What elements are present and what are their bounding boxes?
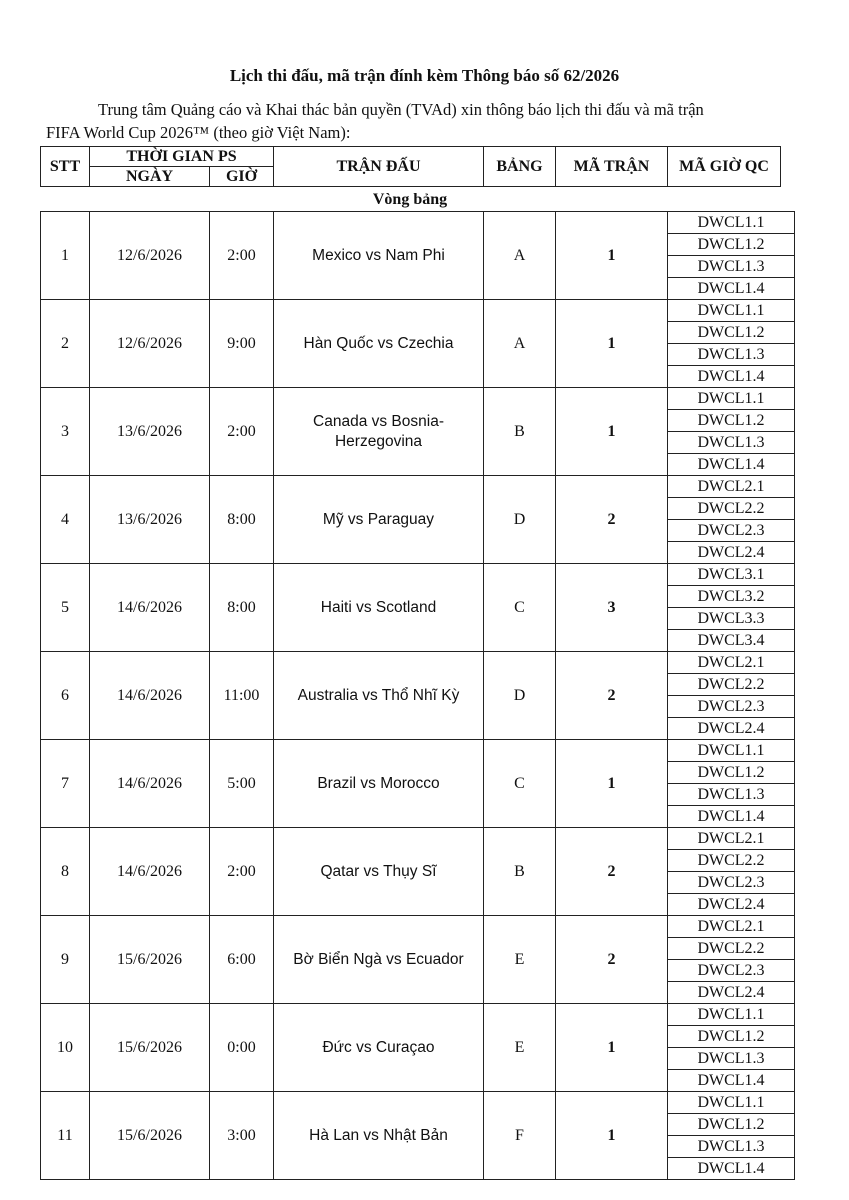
row-match-code: 1	[556, 300, 668, 388]
table-row	[41, 740, 795, 762]
row-group: E	[484, 1004, 556, 1092]
row-ad-code: DWCL1.2	[668, 322, 795, 344]
row-ad-code: DWCL1.3	[668, 1048, 795, 1070]
row-time: 8:00	[210, 476, 274, 564]
row-ad-code: DWCL1.3	[668, 256, 795, 278]
table-row	[41, 916, 795, 938]
row-ad-code: DWCL2.4	[668, 894, 795, 916]
row-ad-code: DWCL1.2	[668, 1026, 795, 1048]
row-ad-code: DWCL3.4	[668, 630, 795, 652]
row-ad-code: DWCL1.1	[668, 388, 795, 410]
row-time: 5:00	[210, 740, 274, 828]
row-ad-code: DWCL1.2	[668, 1114, 795, 1136]
table-row	[41, 212, 795, 234]
row-match-code: 2	[556, 828, 668, 916]
row-ad-code: DWCL2.1	[668, 916, 795, 938]
row-ad-code: DWCL2.2	[668, 674, 795, 696]
table-row	[41, 388, 795, 410]
row-group: C	[484, 564, 556, 652]
header-ad-code: MÃ GIỜ QC	[668, 147, 781, 187]
header-date: NGÀY	[90, 167, 210, 187]
header-group: BẢNG	[484, 147, 556, 187]
table-row	[41, 300, 795, 322]
row-match: Bờ Biển Ngà vs Ecuador	[274, 916, 484, 1004]
row-match: Haiti vs Scotland	[274, 564, 484, 652]
row-group: D	[484, 476, 556, 564]
row-match: Brazil vs Morocco	[274, 740, 484, 828]
row-group: A	[484, 212, 556, 300]
row-group: C	[484, 740, 556, 828]
row-group: B	[484, 388, 556, 476]
row-match-code: 1	[556, 388, 668, 476]
row-match-code: 2	[556, 652, 668, 740]
row-match-code: 2	[556, 916, 668, 1004]
row-stt: 2	[41, 300, 90, 388]
row-ad-code: DWCL1.4	[668, 1070, 795, 1092]
row-date: 15/6/2026	[90, 916, 210, 1004]
row-match-code: 1	[556, 212, 668, 300]
row-ad-code: DWCL1.4	[668, 366, 795, 388]
row-match: Hà Lan vs Nhật Bản	[274, 1092, 484, 1180]
row-ad-code: DWCL1.3	[668, 344, 795, 366]
page-title-text: Lịch thi đấu, mã trận đính kèm Thông báo số 62/2026	[229, 66, 620, 85]
schedule-body	[41, 212, 795, 1180]
row-ad-code: DWCL2.3	[668, 520, 795, 542]
row-ad-code: DWCL3.2	[668, 586, 795, 608]
row-ad-code: DWCL2.1	[668, 652, 795, 674]
row-ad-code: DWCL2.3	[668, 872, 795, 894]
row-ad-code: DWCL2.4	[668, 542, 795, 564]
row-ad-code: DWCL2.1	[668, 828, 795, 850]
row-stt: 6	[41, 652, 90, 740]
row-match: Mexico vs Nam Phi	[274, 212, 484, 300]
row-ad-code: DWCL1.3	[668, 432, 795, 454]
row-group: F	[484, 1092, 556, 1180]
section-label: Vòng bảng	[372, 191, 448, 208]
row-group: B	[484, 828, 556, 916]
table-row	[41, 652, 795, 674]
schedule-table	[40, 211, 795, 1180]
row-time: 3:00	[210, 1092, 274, 1180]
row-ad-code: DWCL1.2	[668, 234, 795, 256]
row-match-code: 3	[556, 564, 668, 652]
row-match: Canada vs Bosnia-Herzegovina	[274, 388, 484, 476]
row-time: 11:00	[210, 652, 274, 740]
row-match: Australia vs Thổ Nhĩ Kỳ	[274, 652, 484, 740]
table-row	[41, 1004, 795, 1026]
row-date: 14/6/2026	[90, 828, 210, 916]
row-ad-code: DWCL1.1	[668, 1092, 795, 1114]
row-stt: 4	[41, 476, 90, 564]
row-date: 14/6/2026	[90, 652, 210, 740]
row-group: E	[484, 916, 556, 1004]
row-date: 12/6/2026	[90, 300, 210, 388]
intro-line-2: FIFA World Cup 2026™ (theo giờ Việt Nam):	[46, 123, 351, 142]
row-ad-code: DWCL1.3	[668, 784, 795, 806]
row-ad-code: DWCL1.4	[668, 1158, 795, 1180]
row-ad-code: DWCL2.1	[668, 476, 795, 498]
row-date: 14/6/2026	[90, 740, 210, 828]
row-date: 15/6/2026	[90, 1004, 210, 1092]
intro-paragraph	[46, 98, 796, 144]
row-stt: 5	[41, 564, 90, 652]
row-match-code: 1	[556, 1004, 668, 1092]
row-ad-code: DWCL2.4	[668, 718, 795, 740]
row-match: Qatar vs Thụy Sĩ	[274, 828, 484, 916]
row-ad-code: DWCL3.1	[668, 564, 795, 586]
header-stt: STT	[41, 147, 90, 187]
row-time: 2:00	[210, 388, 274, 476]
row-ad-code: DWCL1.3	[668, 1136, 795, 1158]
table-row	[41, 564, 795, 586]
row-ad-code: DWCL2.2	[668, 498, 795, 520]
row-stt: 3	[41, 388, 90, 476]
row-time: 2:00	[210, 828, 274, 916]
header-time: GIỜ	[210, 167, 274, 187]
row-ad-code: DWCL1.1	[668, 1004, 795, 1026]
row-stt: 8	[41, 828, 90, 916]
row-time: 8:00	[210, 564, 274, 652]
header-time-group: THỜI GIAN PS	[90, 147, 274, 167]
row-match: Đức vs Curaçao	[274, 1004, 484, 1092]
page-title	[0, 66, 849, 86]
intro-line-1: Trung tâm Quảng cáo và Khai thác bản quyền (TVAd) xin thông báo lịch thi đấu và mã trận	[98, 100, 704, 119]
header-match-code: MÃ TRẬN	[556, 147, 668, 187]
row-ad-code: DWCL2.3	[668, 696, 795, 718]
row-match-code: 1	[556, 740, 668, 828]
row-stt: 9	[41, 916, 90, 1004]
row-time: 6:00	[210, 916, 274, 1004]
row-ad-code: DWCL3.3	[668, 608, 795, 630]
row-match: Mỹ vs Paraguay	[274, 476, 484, 564]
row-date: 12/6/2026	[90, 212, 210, 300]
row-match-code: 2	[556, 476, 668, 564]
row-ad-code: DWCL2.3	[668, 960, 795, 982]
table-row	[41, 476, 795, 498]
row-stt: 10	[41, 1004, 90, 1092]
table-row	[41, 828, 795, 850]
row-ad-code: DWCL1.1	[668, 740, 795, 762]
row-ad-code: DWCL1.2	[668, 762, 795, 784]
row-time: 2:00	[210, 212, 274, 300]
row-ad-code: DWCL2.2	[668, 850, 795, 872]
row-ad-code: DWCL1.2	[668, 410, 795, 432]
row-ad-code: DWCL1.1	[668, 212, 795, 234]
row-ad-code: DWCL1.1	[668, 300, 795, 322]
header-match: TRẬN ĐẤU	[274, 147, 484, 187]
row-ad-code: DWCL1.4	[668, 806, 795, 828]
table-row	[41, 1092, 795, 1114]
row-time: 9:00	[210, 300, 274, 388]
row-ad-code: DWCL1.4	[668, 454, 795, 476]
row-match: Hàn Quốc vs Czechia	[274, 300, 484, 388]
row-ad-code: DWCL1.4	[668, 278, 795, 300]
row-ad-code: DWCL2.4	[668, 982, 795, 1004]
row-time: 0:00	[210, 1004, 274, 1092]
row-date: 13/6/2026	[90, 476, 210, 564]
row-group: D	[484, 652, 556, 740]
row-stt: 7	[41, 740, 90, 828]
table-header	[40, 146, 781, 187]
row-date: 14/6/2026	[90, 564, 210, 652]
row-stt: 11	[41, 1092, 90, 1180]
row-stt: 1	[41, 212, 90, 300]
row-group: A	[484, 300, 556, 388]
row-ad-code: DWCL2.2	[668, 938, 795, 960]
row-date: 13/6/2026	[90, 388, 210, 476]
row-date: 15/6/2026	[90, 1092, 210, 1180]
row-match-code: 1	[556, 1092, 668, 1180]
